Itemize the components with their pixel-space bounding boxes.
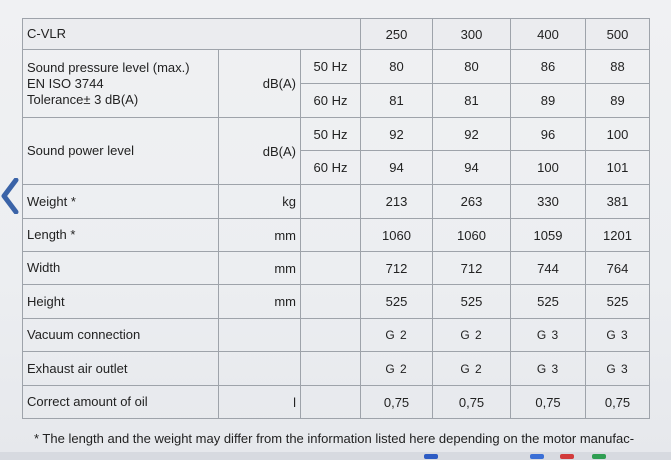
taskbar-item [560,454,574,459]
value-cell: 0,75 [433,386,511,419]
value-cell: 80 [361,50,433,84]
value-cell: 525 [433,285,511,319]
taskbar-item [530,454,544,459]
value-cell: G 2 [361,319,433,352]
hz-cell: 60 Hz [301,84,361,118]
value-cell: 712 [433,252,511,285]
value-cell: 712 [361,252,433,285]
value-cell: 330 [511,185,586,219]
value-cell: 101 [586,151,650,185]
value-cell: 92 [361,118,433,151]
sound-power-row-50hz [23,118,650,151]
value-cell: 213 [361,185,433,219]
value-cell: 1201 [586,219,650,252]
unit-cell: dB(A) [219,50,301,118]
value-cell: G 2 [433,319,511,352]
empty-cell [301,252,361,285]
chevron-left-icon[interactable] [0,178,22,214]
value-cell: 381 [586,185,650,219]
value-cell: 80 [433,50,511,84]
unit-cell: mm [219,285,301,319]
value-cell: 88 [586,50,650,84]
value-cell: 1060 [361,219,433,252]
row-label: Exhaust air outlet [23,352,219,386]
value-cell: 0,75 [586,386,650,419]
value-cell: G 3 [511,352,586,386]
oil-amount-row [23,386,650,419]
empty-cell [301,386,361,419]
value-cell: 0,75 [361,386,433,419]
footnote: * The length and the weight may differ from the information listed here depending on the motor manufac- [34,431,635,446]
model-label: C-VLR [23,19,361,50]
sound-power-label: Sound power level [23,118,219,185]
value-cell: G 3 [511,319,586,352]
value-cell: G 3 [586,352,650,386]
value-cell: 764 [586,252,650,285]
col-header: 400 [511,19,586,50]
value-cell: 81 [361,84,433,118]
row-label: Width [23,252,219,285]
value-cell: 96 [511,118,586,151]
unit-cell: mm [219,219,301,252]
length-row [23,219,650,252]
value-cell: G 2 [361,352,433,386]
exhaust-air-outlet-row [23,352,650,386]
hz-cell: 60 Hz [301,151,361,185]
value-cell: 81 [433,84,511,118]
sound-pressure-label [23,50,219,118]
value-cell: 525 [361,285,433,319]
hz-cell: 50 Hz [301,50,361,84]
header-row [23,19,650,50]
value-cell: 525 [511,285,586,319]
value-cell: 86 [511,50,586,84]
value-cell: 94 [433,151,511,185]
label-line: Tolerance± 3 dB(A) [27,91,139,107]
value-cell: 1059 [511,219,586,252]
unit-cell [219,319,301,352]
row-label: Weight * [23,185,219,219]
row-label: Height [23,285,219,319]
value-cell: G 3 [586,319,650,352]
empty-cell [301,219,361,252]
specification-table [22,18,650,419]
unit-cell: dB(A) [219,118,301,185]
vacuum-connection-row [23,319,650,352]
unit-cell [219,352,301,386]
height-row [23,285,650,319]
value-cell: 100 [586,118,650,151]
taskbar-item [424,454,438,459]
sound-pressure-row-50hz [23,50,650,84]
unit-cell: mm [219,252,301,285]
row-label: Correct amount of oil [23,386,219,419]
value-cell: 89 [511,84,586,118]
width-row [23,252,650,285]
value-cell: 1060 [433,219,511,252]
unit-cell: kg [219,185,301,219]
empty-cell [301,285,361,319]
hz-cell: 50 Hz [301,118,361,151]
label-line: Sound pressure level (max.) [27,59,190,75]
value-cell: 100 [511,151,586,185]
unit-cell: l [219,386,301,419]
empty-cell [301,185,361,219]
col-header: 300 [433,19,511,50]
value-cell: G 2 [433,352,511,386]
weight-row [23,185,650,219]
value-cell: 89 [586,84,650,118]
label-line: EN ISO 3744 [27,75,104,91]
value-cell: 525 [586,285,650,319]
value-cell: 92 [433,118,511,151]
col-header: 250 [361,19,433,50]
value-cell: 263 [433,185,511,219]
row-label: Vacuum connection [23,319,219,352]
taskbar-item [592,454,606,459]
empty-cell [301,352,361,386]
value-cell: 744 [511,252,586,285]
empty-cell [301,319,361,352]
row-label: Length * [23,219,219,252]
value-cell: 94 [361,151,433,185]
col-header: 500 [586,19,650,50]
value-cell: 0,75 [511,386,586,419]
